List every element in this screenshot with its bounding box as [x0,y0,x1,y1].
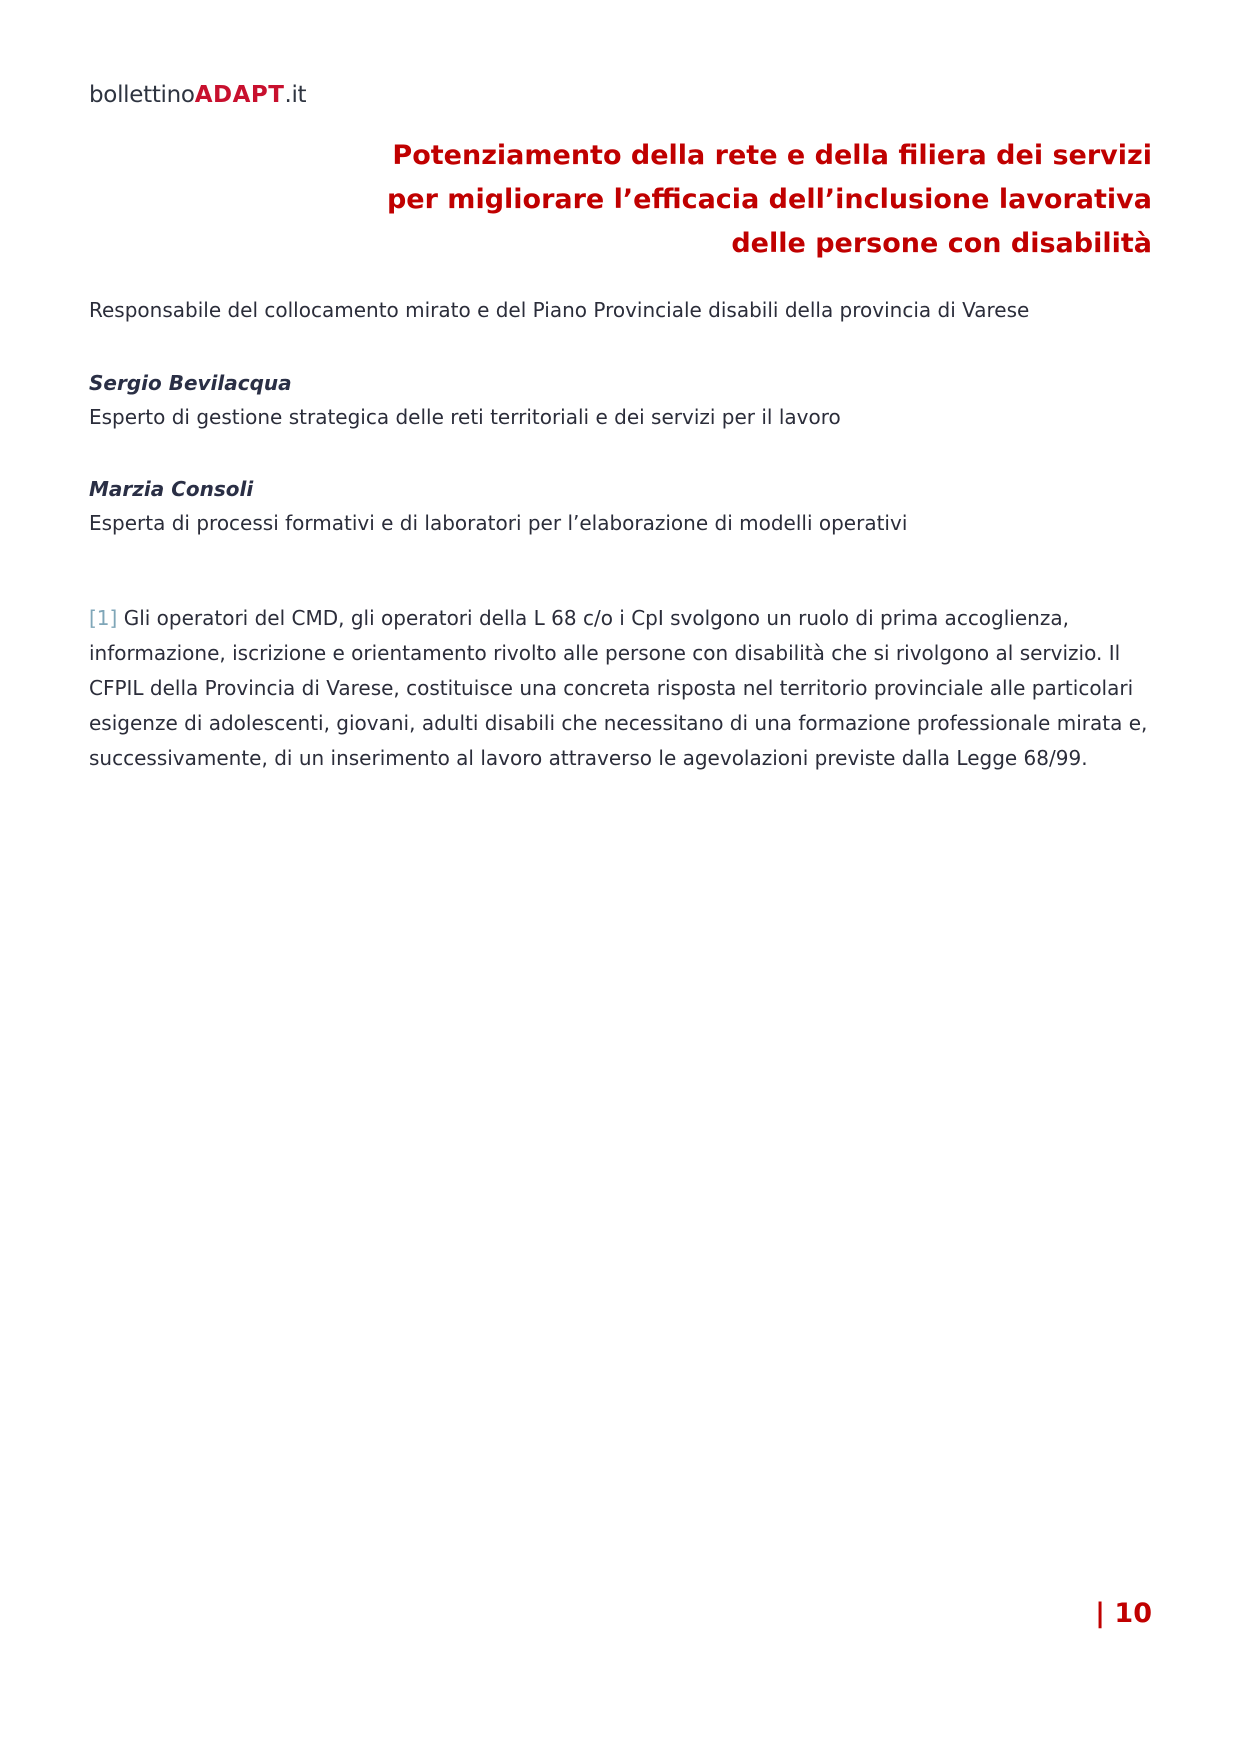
page-number: | 10 [1095,1598,1152,1629]
title-line: Potenziamento della rete e della filiera dei servizi [392,140,1152,171]
footnote [89,601,1159,776]
logo-text-domain: .it [284,82,307,108]
author-name: Sergio Bevilacqua [89,371,292,395]
title-line: delle persone con disabilità [731,228,1152,259]
author-role: Esperta di processi formativi e di laboratori per l’elaborazione di modelli operativi [89,511,908,535]
author-role: Esperto di gestione strategica delle reti territoriali e dei servizi per il lavoro [89,405,841,429]
footnote-text: Gli operatori del CMD, gli operatori della L 68 c/o i CpI svolgono un ruolo di prima accoglienza, informazione, iscrizione e orientamento rivolto alle persone con disabilità che si rivolgono al servizio. Il CFPIL della Provincia di Varese, costituisce una concreta risposta nel territorio provinciale alle particolari esigenze di adolescenti, giovani, adulti disabili che necessitano di una formazione professionale mirata e, successivamente, di un inserimento al lavoro attraverso le agevolazioni previste dalla Legge 68/99. [89,606,1148,770]
article-title [252,134,1152,266]
author-block [89,472,907,540]
footnote-ref-link[interactable]: [1] [89,606,118,630]
logo-text-bollettino: bollettino [89,82,195,108]
title-line: per migliorare l’efficacia dell’inclusione lavorativa [386,184,1152,215]
logo-text-adapt: ADAPT [194,82,285,108]
author-block [89,366,841,434]
site-logo [89,84,306,107]
author-intro-role: Responsabile del collocamento mirato e del Piano Provinciale disabili della provincia di Varese [89,298,1030,322]
author-name: Marzia Consoli [89,477,254,501]
